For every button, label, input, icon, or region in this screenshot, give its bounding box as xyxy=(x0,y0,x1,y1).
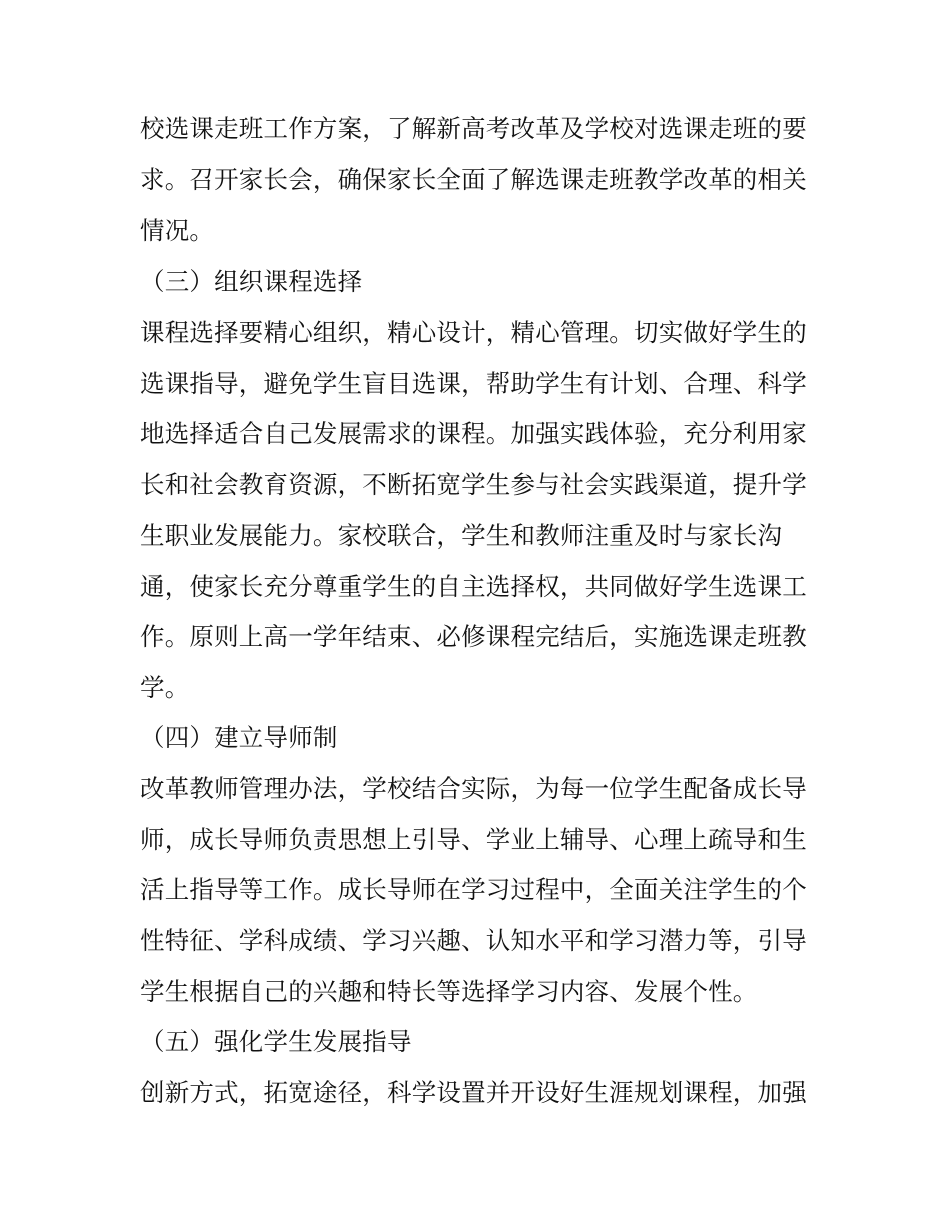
text-line: 创新方式，拓宽途径，科学设置并开设好生涯规划课程，加强 xyxy=(140,1078,807,1107)
text-line: 性特征、学科成绩、学习兴趣、认知水平和学习潜力等，引导 xyxy=(140,926,807,955)
text-line: 生职业发展能力。家校联合，学生和教师注重及时与家长沟 xyxy=(140,521,783,550)
text-line: 活上指导等工作。成长导师在学习过程中，全面关注学生的个 xyxy=(140,875,807,904)
text-line: 课程选择要精心组织，精心设计，精心管理。切实做好学生的 xyxy=(140,318,807,347)
text-line: 选课指导，避免学生盲目选课，帮助学生有计划、合理、科学 xyxy=(140,369,807,398)
text-line: 长和社会教育资源，不断拓宽学生参与社会实践渠道，提升学 xyxy=(140,470,807,499)
text-line: 改革教师管理办法，学校结合实际，为每一位学生配备成长导 xyxy=(140,774,807,803)
text-line: 求。召开家长会，确保家长全面了解选课走班教学改革的相关 xyxy=(140,165,807,194)
text-line: 情况。 xyxy=(140,216,215,245)
text-line: 通，使家长充分尊重学生的自主选择权，共同做好学生选课工 xyxy=(140,572,807,601)
text-line: 地选择适合自己发展需求的课程。加强实践体验，充分利用家 xyxy=(140,419,807,448)
section-heading-3: （三）组织课程选择 xyxy=(140,267,363,296)
text-line: 学。 xyxy=(140,673,190,702)
section-heading-5: （五）强化学生发展指导 xyxy=(140,1027,412,1056)
text-line: 学生根据自己的兴趣和特长等选择学习内容、发展个性。 xyxy=(140,977,758,1006)
text-line: 师，成长导师负责思想上引导、学业上辅导、心理上疏导和生 xyxy=(140,825,807,854)
text-line: 校选课走班工作方案，了解新高考改革及学校对选课走班的要 xyxy=(140,114,807,143)
text-line: 作。原则上高一学年结束、必修课程完结后，实施选课走班教 xyxy=(140,622,807,651)
section-heading-4: （四）建立导师制 xyxy=(140,723,338,752)
